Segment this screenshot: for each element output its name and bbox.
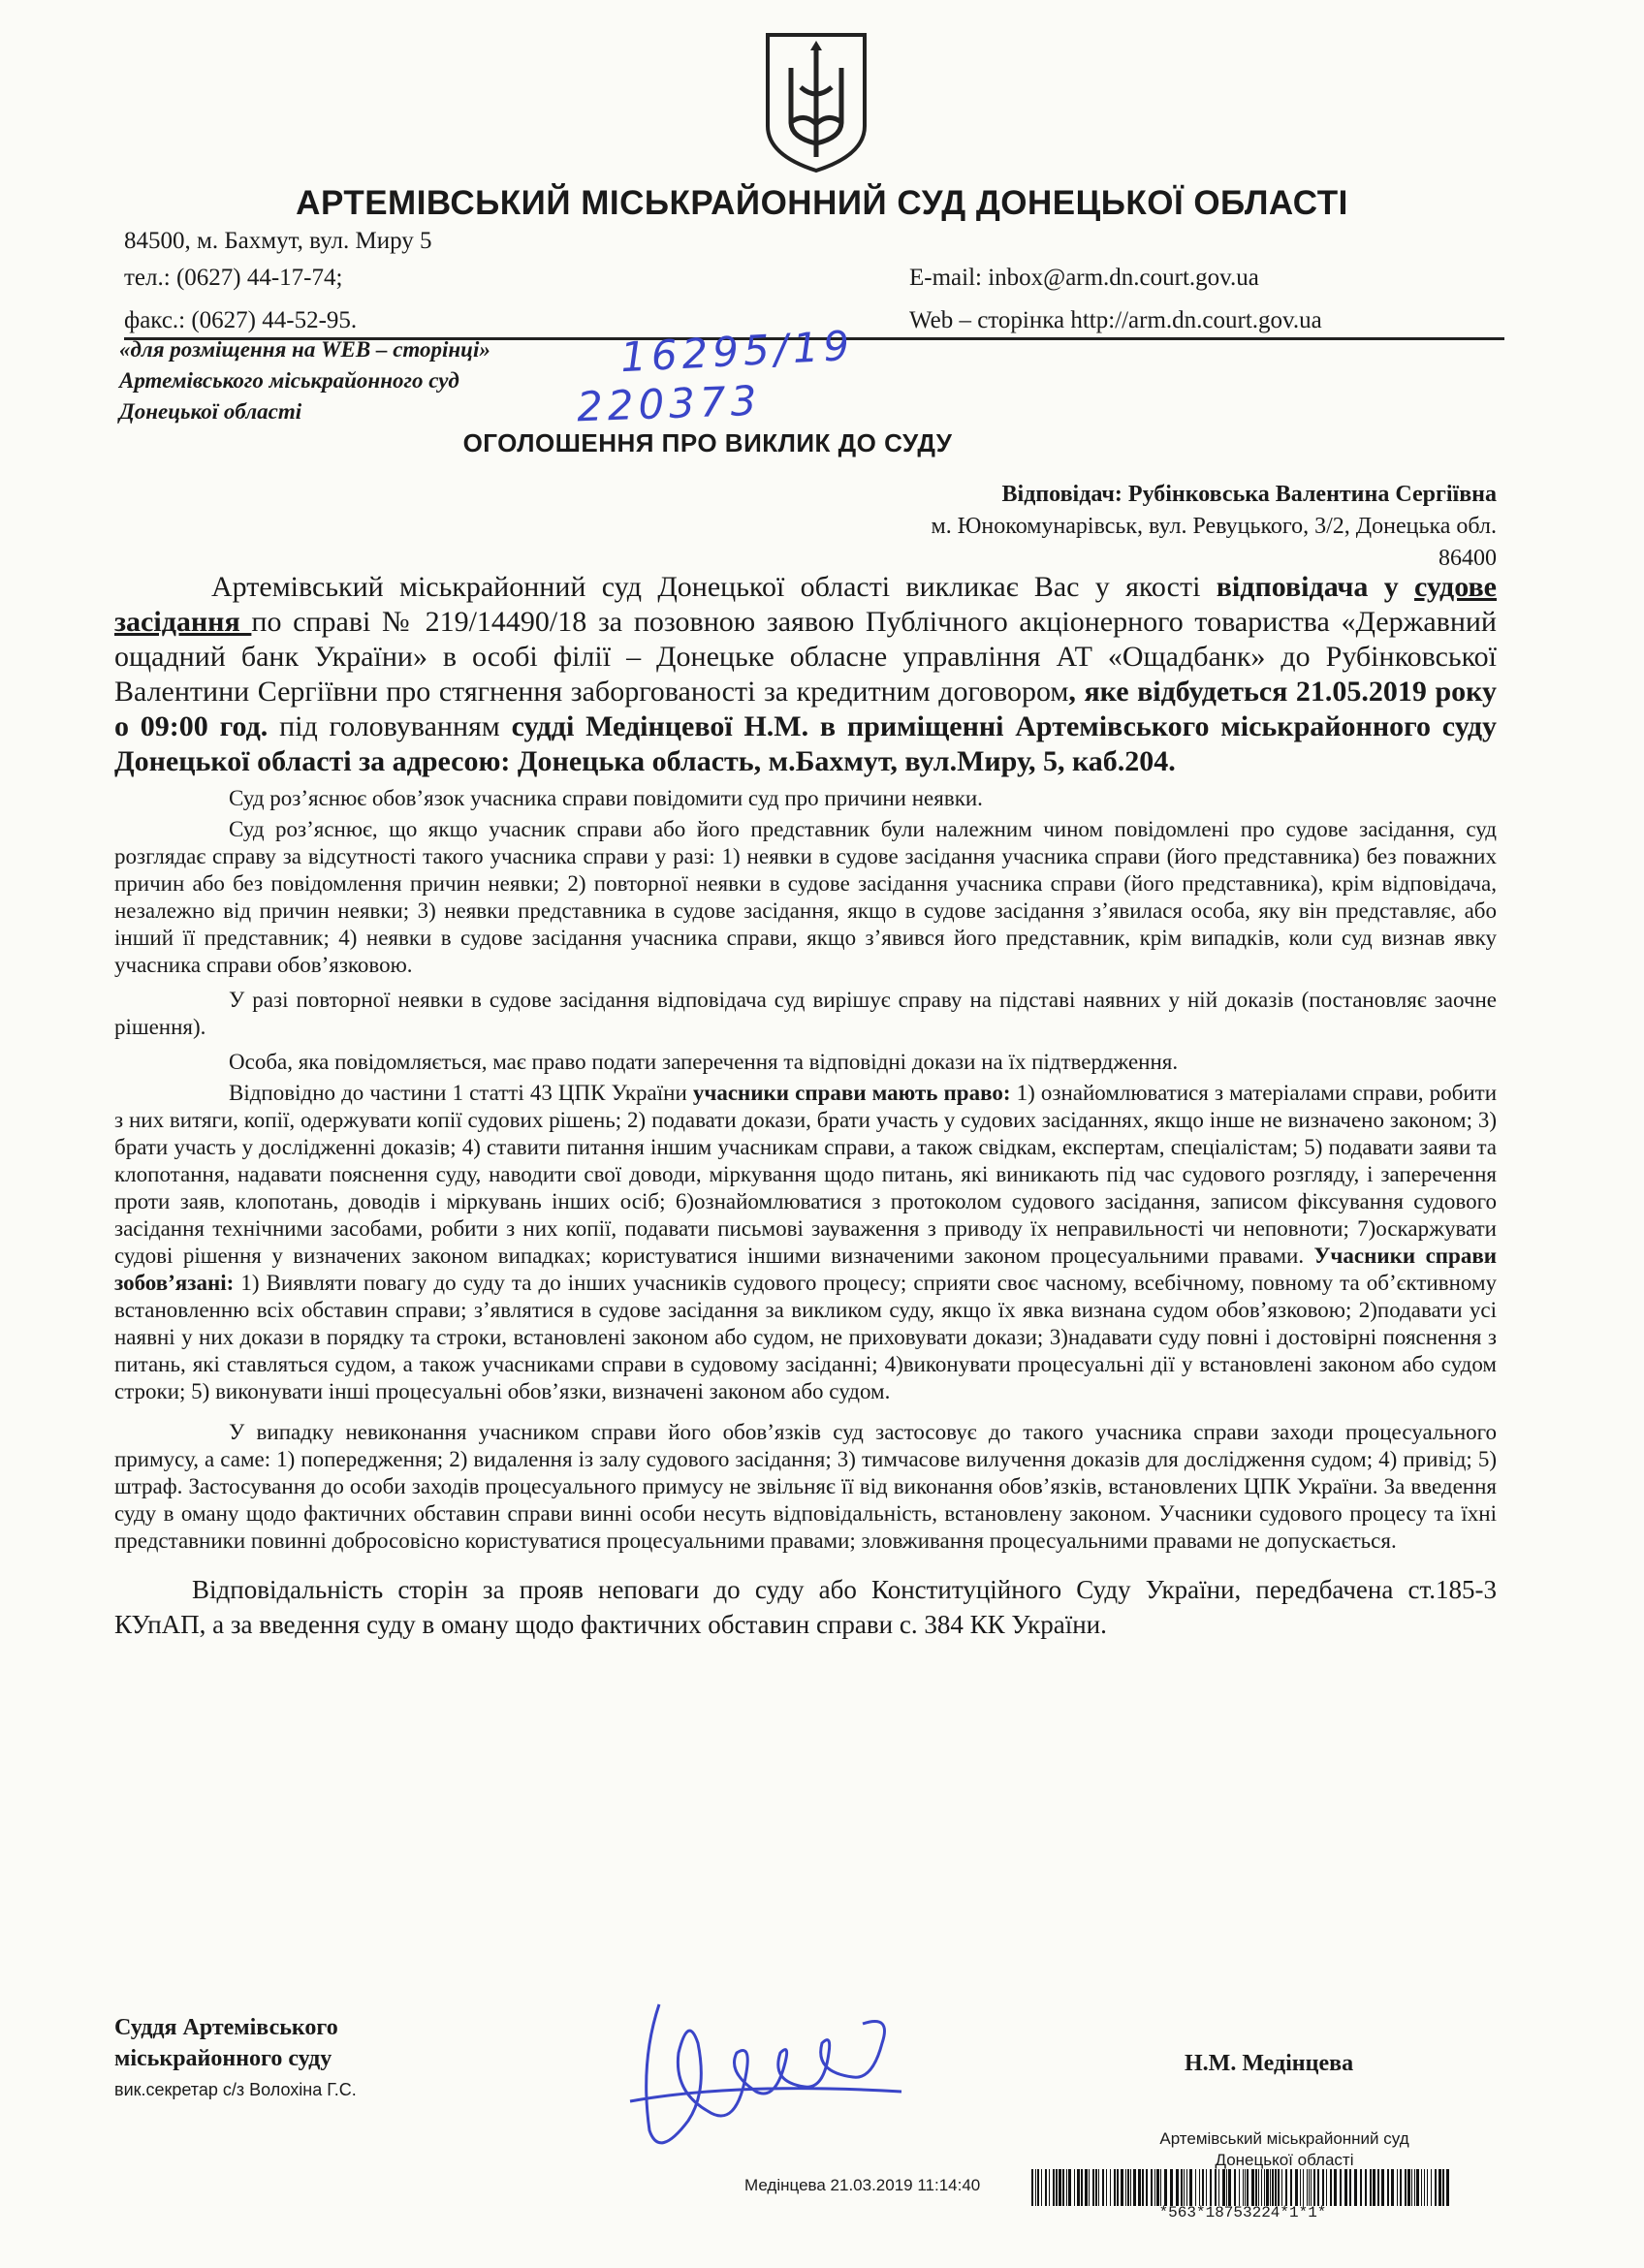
barcode-bar xyxy=(1421,2169,1422,2206)
barcode-bar xyxy=(1391,2169,1394,2206)
barcode-bar xyxy=(1370,2169,1372,2206)
barcode-number: *563*18753224*1*1* xyxy=(1158,2204,1327,2221)
court-online-contacts xyxy=(909,260,1322,339)
barcode-bar xyxy=(1427,2169,1428,2206)
barcode-bar xyxy=(1081,2169,1083,2206)
stamp-court-line: Донецької області xyxy=(1215,2151,1354,2169)
barcode-bar xyxy=(1340,2169,1342,2206)
barcode-bar xyxy=(1295,2169,1298,2206)
body-paragraph: У випадку невиконання учасником справи його обов’язків суд застосовує до такого учасника справи заходи процесуального примусу, а саме: 1) попередження; 2) видалення із залу судового засідання; 3) тимчасове вилучення доказів для дослідження судом; 4) привід; 5) штраф. Застосування до особи заходів процесуального примусу не звільняє її від виконання обов’язків, встановлених ЦПК України. За введення суду в оману щодо фактичних обставин справи винні особи несуть відповідальність, встановлену законом. Учасники судового процесу та їхні представники повинні добросовісно користуватися процесуальними правами; зловживання процесуальними правами не допускається. xyxy=(114,1420,1497,1553)
barcode-bar xyxy=(1049,2169,1050,2206)
court-fax: факс.: (0627) 44-52-95. xyxy=(124,307,358,333)
barcode-bar xyxy=(1186,2169,1187,2206)
barcode-bar xyxy=(1381,2169,1384,2206)
barcode-bar xyxy=(1059,2169,1061,2206)
body-paragraph: У разі повторної неявки в судове засідання відповідача суд вирішує справу на підставі наявних у ній доказів (постановляє заочне рішення). xyxy=(114,988,1497,1039)
barcode-bar xyxy=(1222,2169,1225,2206)
barcode-bar xyxy=(1446,2169,1449,2206)
secretary-note: вик.секретар с/з Волохіна Г.С. xyxy=(114,2080,357,2099)
summons-paragraph: Артемівський міськрайонний суд Донецької області викликає Вас у якості відповідача у судове засідання по справі № 219/14490/18 за позовною заявою Публічного акціонерного товариства «Державний ощадний банк України» в особі філії – Донецьке обласне управління АТ «Ощадбанк» до Рубінковської Валентини Сергіївни про стягнення заборгованості за кредитним договором, яке відбудеться 21.05.2019 року о 09:00 год. під головуванням судді Медінцевої Н.М. в приміщенні Артемівського міськрайонного суду Донецької області за адресою: Донецька область, м.Бахмут, вул.Миру, 5, каб.204. xyxy=(114,571,1498,777)
barcode-bar xyxy=(1121,2169,1123,2206)
barcode-bar xyxy=(1266,2169,1269,2206)
barcode-bar xyxy=(1199,2169,1200,2206)
barcode-bar xyxy=(1424,2169,1425,2206)
barcode-bar xyxy=(1416,2169,1419,2206)
judge-name: Н.М. Медінцева xyxy=(1185,2051,1354,2076)
barcode-bar xyxy=(1210,2169,1212,2206)
barcode-bar xyxy=(1300,2169,1301,2206)
stamp-court-line: Артемівський міськрайонний суд xyxy=(1159,2129,1409,2148)
barcode-bar xyxy=(1170,2169,1173,2206)
barcode-bar xyxy=(1102,2169,1104,2206)
barcode-bar xyxy=(1189,2169,1192,2206)
barcode-bar xyxy=(1031,2169,1033,2206)
barcode-bar xyxy=(1085,2169,1088,2206)
barcode-bar xyxy=(1247,2169,1249,2206)
barcode-bar xyxy=(1400,2169,1402,2206)
barcode-bar xyxy=(1074,2169,1075,2206)
electronic-stamp xyxy=(1105,2128,1464,2171)
barcode-bar xyxy=(1202,2169,1204,2206)
notice-title: ОГОЛОШЕННЯ ПРО ВИКЛИК ДО СУДУ xyxy=(462,428,953,457)
court-contacts xyxy=(124,223,432,339)
barcode-bar xyxy=(1154,2169,1155,2206)
barcode-bar xyxy=(1414,2169,1415,2206)
barcode-bar xyxy=(1349,2169,1351,2206)
barcode-bar xyxy=(1405,2169,1407,2206)
barcode-bar xyxy=(1438,2169,1441,2206)
web-note-line: Артемівського міськрайонного суд xyxy=(119,368,459,393)
barcode xyxy=(1031,2169,1454,2206)
handwritten-signature xyxy=(620,1985,911,2169)
defendant-address: м. Юнокомунарівськ, вул. Ревуцького, 3/2, Донецька обл. xyxy=(931,514,1497,539)
barcode-bar xyxy=(1195,2169,1196,2206)
barcode-bar xyxy=(1218,2169,1219,2206)
coat-of-arms-icon xyxy=(762,29,870,174)
stamp-date: Медінцева 21.03.2019 11:14:40 xyxy=(744,2176,981,2194)
barcode-bar xyxy=(1184,2169,1185,2206)
barcode-bar xyxy=(1317,2169,1319,2206)
barcode-bar xyxy=(1307,2169,1308,2206)
judge-title-line: міськрайонного суду xyxy=(114,2046,332,2071)
barcode-bar xyxy=(1114,2169,1116,2206)
defendant-block xyxy=(624,479,1497,575)
web-note-line: «для розміщення на WEB – сторінці» xyxy=(119,337,490,362)
notice-body xyxy=(114,570,1497,1642)
barcode-bar xyxy=(1068,2169,1071,2206)
barcode-bar xyxy=(1334,2169,1337,2206)
barcode-bar xyxy=(1239,2169,1240,2206)
court-phone: тел.: (0627) 44-17-74; xyxy=(124,265,343,291)
barcode-bar xyxy=(1089,2169,1090,2206)
handwritten-number: 220373 xyxy=(576,376,763,431)
barcode-bar xyxy=(1062,2169,1064,2206)
judge-title-line: Суддя Артемівського xyxy=(114,2015,338,2040)
barcode-bar xyxy=(1411,2169,1412,2206)
barcode-bar xyxy=(1278,2169,1280,2206)
barcode-bar xyxy=(1407,2169,1410,2206)
barcode-bar xyxy=(1164,2169,1167,2206)
barcode-bar xyxy=(1228,2169,1231,2206)
handwritten-number: 16295/19 xyxy=(618,321,856,382)
barcode-bar xyxy=(1125,2169,1126,2206)
barcode-bar xyxy=(1056,2169,1058,2206)
barcode-bar xyxy=(1127,2169,1129,2206)
web-note-line: Донецької області xyxy=(119,399,302,424)
body-paragraph: Суд роз’яснює, що якщо учасник справи або його представник були належним чином повідомлені про судове засідання, суд розглядає справу за відсутності такого учасника справи у разі: 1) неявки в судове засідання учасника справи (його представника) без поважних причин або без повідомлення причин неявки; 2) повторної неявки в судове засідання учасника справи (його представника), крім відповідача, незалежно від причин неявки; 3) неявки представника в судове засідання, якщо в судове засідання з’явилася особа, яку він представляє, або інший її представник; 4) неявки в судове засідання учасника справи, якщо з’явився його представник, крім випадків, коли суд визнав явку учасника справи обов’язковою. xyxy=(114,817,1497,977)
court-title: АРТЕМІВСЬКИЙ МІСЬКРАЙОННИЙ СУД ДОНЕЦЬКОЇ ОБЛАСТІ xyxy=(296,184,1348,222)
court-email: E-mail: inbox@arm.dn.court.gov.ua xyxy=(909,265,1259,291)
barcode-bar xyxy=(1365,2169,1367,2206)
barcode-bar xyxy=(1053,2169,1055,2206)
barcode-bar xyxy=(1373,2169,1375,2206)
barcode-bar xyxy=(1377,2169,1379,2206)
barcode-bar xyxy=(1431,2169,1432,2206)
barcode-bar xyxy=(1156,2169,1159,2206)
barcode-bar xyxy=(1095,2169,1097,2206)
barcode-bar xyxy=(1098,2169,1099,2206)
barcode-bar xyxy=(1245,2169,1246,2206)
barcode-bar xyxy=(1226,2169,1227,2206)
barcode-bar xyxy=(1322,2169,1324,2206)
body-paragraph: Суд роз’яснює обов’язок учасника справи повідомити суд про причини неявки. xyxy=(229,786,983,810)
body-paragraph: Особа, яка повідомляється, має право подати заперечення та відповідні докази на їх підтвердження. xyxy=(229,1050,1179,1074)
barcode-bar xyxy=(1215,2169,1217,2206)
barcode-bar xyxy=(1360,2169,1362,2206)
barcode-bar xyxy=(1151,2169,1153,2206)
barcode-bar xyxy=(1442,2169,1444,2206)
responsibility-paragraph: Відповідальність сторін за прояв неповаги до суду або Конституційного Суду України, передбачена ст.185-3 КУпАП, а за введення суду в оману щодо фактичних обставин справи с. 384 КК України. xyxy=(114,1575,1497,1639)
barcode-bar xyxy=(1261,2169,1262,2206)
barcode-bar xyxy=(1106,2169,1107,2206)
defendant-label: Відповідач: Рубінковська Валентина Сергіївна xyxy=(1001,482,1497,507)
court-address: 84500, м. Бахмут, вул. Миру 5 xyxy=(124,228,432,254)
barcode-bar xyxy=(1285,2169,1287,2206)
barcode-bar xyxy=(1138,2169,1141,2206)
barcode-bar xyxy=(1303,2169,1304,2206)
barcode-bar xyxy=(1251,2169,1254,2206)
barcode-bar xyxy=(1176,2169,1179,2206)
barcode-bar xyxy=(1234,2169,1236,2206)
barcode-bar xyxy=(1313,2169,1315,2206)
barcode-bar xyxy=(1387,2169,1389,2206)
barcode-bar xyxy=(1110,2169,1111,2206)
judge-title xyxy=(114,2012,338,2074)
barcode-bar xyxy=(1330,2169,1332,2206)
barcode-bar xyxy=(1092,2169,1094,2206)
barcode-bar xyxy=(1354,2169,1357,2206)
barcode-bar xyxy=(1133,2169,1136,2206)
barcode-bar xyxy=(1077,2169,1080,2206)
barcode-bar xyxy=(1326,2169,1327,2206)
barcode-bar xyxy=(1258,2169,1259,2206)
barcode-bar xyxy=(1272,2169,1274,2206)
barcode-bar xyxy=(1160,2169,1161,2206)
barcode-bar xyxy=(1035,2169,1036,2206)
barcode-bar xyxy=(1397,2169,1398,2206)
barcode-bar xyxy=(1037,2169,1039,2206)
barcode-bar xyxy=(1041,2169,1042,2206)
barcode-bar xyxy=(1206,2169,1207,2206)
web-placement-note xyxy=(119,334,490,427)
barcode-bar xyxy=(1142,2169,1144,2206)
barcode-bar xyxy=(1045,2169,1047,2206)
barcode-bar xyxy=(1309,2169,1310,2206)
barcode-bar xyxy=(1146,2169,1148,2206)
barcode-bar xyxy=(1181,2169,1183,2206)
defendant-postcode: 86400 xyxy=(1438,546,1497,571)
barcode-bar xyxy=(1275,2169,1277,2206)
barcode-bar xyxy=(1281,2169,1282,2206)
barcode-bar xyxy=(1311,2169,1312,2206)
barcode-bar xyxy=(1344,2169,1347,2206)
barcode-bar xyxy=(1255,2169,1257,2206)
barcode-bar xyxy=(1264,2169,1265,2206)
barcode-bar xyxy=(1270,2169,1271,2206)
rights-duties-paragraph: Відповідно до частини 1 статті 43 ЦПК України учасники справи мають право: 1) ознайомлюватися з матеріалами справи, робити з них витяги, копії, одержувати копії судових рішень; 2) подавати докази, брати участь у судових засіданнях, якщо інше не визначено законом; 3) брати участь у дослідженні доказів; 4) ставити питання іншим учасникам справи, а також свідкам, експертам, спеціалістам; 5) подавати заяви та клопотання, надавати пояснення суду, наводити свої доводи, міркування щодо питань, які виникають під час судового розгляду, і заперечення проти заяв, клопотань, доводів і міркувань інших осіб; 6)ознайомлюватися з протоколом судового засідання, записом фіксування судового засідання технічними засобами, робити з них копії, подавати письмові зауваження з приводу їх неправильності чи неповноти; 7)оскаржувати судові рішення у визначених законом випадках; користуватися іншими визначеними законом процесуальними правами. Учасники справи зобов’язані: 1) Виявляти повагу до суду та до інших учасників судового процесу; сприяти своє часному, всебічному, повному та об’єктивному встановленню всіх обставин справи; з’являтися в судове засідання за викликом суду, якщо їх явка визнана судом обов’язковою; 2)подавати усі наявні у них докази в порядку та строки, встановлені законом або судом, не приховувати докази; 3)надавати суду повні і достовірні пояснення з питань, які ставляться судом, а також учасниками справи в судовому засіданні; 4)виконувати процесуальні дії у встановлені законом або судом строки; 5) виконувати інші процесуальні обов’язки, визначені законом або судом. xyxy=(114,1081,1498,1403)
barcode-bar xyxy=(1117,2169,1119,2206)
barcode-bar xyxy=(1435,2169,1437,2206)
court-website: Web – сторінка http://arm.dn.court.gov.ua xyxy=(909,307,1322,333)
barcode-bar xyxy=(1243,2169,1244,2206)
barcode-bar xyxy=(1290,2169,1292,2206)
barcode-bar xyxy=(1130,2169,1131,2206)
barcode-bar xyxy=(1066,2169,1067,2206)
